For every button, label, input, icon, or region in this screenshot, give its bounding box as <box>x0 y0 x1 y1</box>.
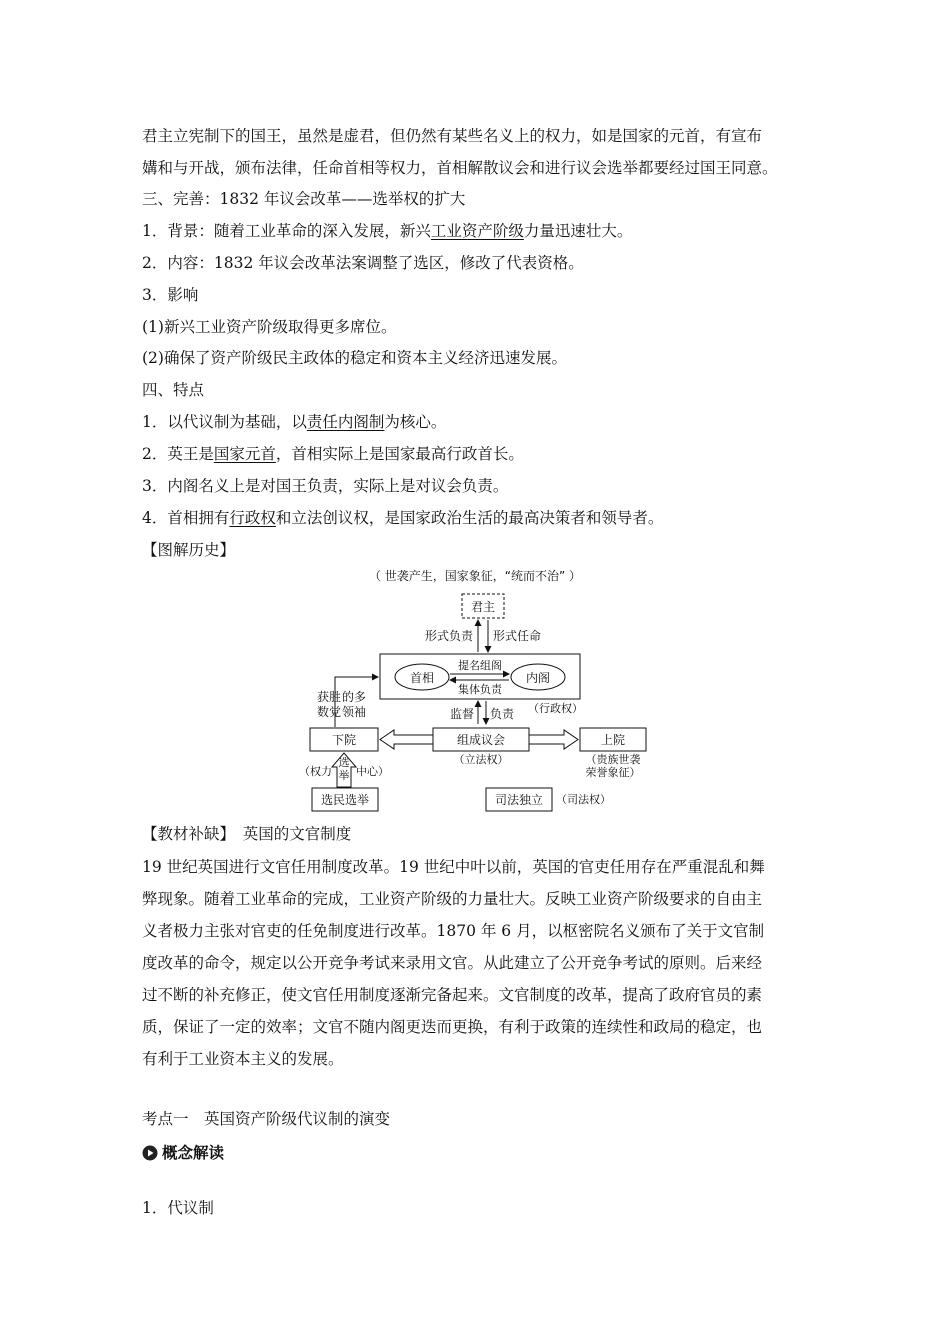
lower-house-label: 下院 <box>331 733 357 747</box>
section4-item-4: 4．首相拥有行政权和立法创议权，是国家政治生活的最高决策者和领导者。 <box>142 509 664 527</box>
underlined-term: 国家元首 <box>213 445 276 463</box>
section3-heading: 三、完善：1832 年议会改革——选举权的扩大 <box>142 190 466 208</box>
supplement-line-7: 有利于工业资本主义的发展。 <box>142 1050 344 1068</box>
exam-point-heading: 考点一 英国资产阶级代议制的演变 <box>142 1110 391 1128</box>
play-circle-icon <box>142 1145 158 1161</box>
arrow-to-upper-house <box>529 730 578 749</box>
judicial-power-label: （司法权） <box>556 793 611 806</box>
elect-label-1: 选 <box>338 756 350 769</box>
diagram-heading: 【图解历史】 <box>142 541 236 559</box>
responsible-label: 负责 <box>490 707 515 721</box>
arrow-to-lower-house <box>380 730 433 749</box>
supervise-label: 监督 <box>449 707 474 721</box>
underlined-term: 责任内阁制 <box>306 413 385 431</box>
monarch-label: 君主 <box>470 600 496 614</box>
parliament-label: 组成议会 <box>456 733 506 747</box>
exec-power-label: （行政权） <box>528 702 583 715</box>
section4-item-1: 1．以代议制为基础，以责任内阁制为核心。 <box>142 413 447 431</box>
underlined-term: 行政权 <box>229 509 276 527</box>
section4-item-2: 2．英王是国家元首，首相实际上是国家最高行政首长。 <box>142 445 524 463</box>
winning-label-2: 数党 <box>317 705 342 719</box>
final-item: 1．代议制 <box>142 1199 214 1217</box>
supplement-line-6: 质，保证了一定的效率；文官不随内阁更迭而更换，有利于政策的连续性和政局的稳定，也 <box>142 1018 763 1036</box>
concept-reading-text: 概念解读 <box>162 1144 225 1162</box>
section3-item-2: 2．内容：1832 年议会改革法案调整了选区，修改了代表资格。 <box>142 254 584 272</box>
power-center-left: （权力 <box>299 765 332 778</box>
supplement-line-5: 过不断的补充修正，使文官任用制度逐渐完备起来。文官制度的改革，提高了政府官员的素 <box>142 986 763 1004</box>
underlined-term: 工业资产阶级 <box>430 222 524 240</box>
power-center-right: 中心） <box>356 765 389 778</box>
winning-label-1: 获胜 <box>317 690 342 704</box>
formal-appointment-label: 形式任命 <box>493 629 542 643</box>
voters-label: 选民选举 <box>320 793 370 807</box>
formal-responsibility-label: 形式负责 <box>424 629 473 643</box>
section3-item-3: 3．影响 <box>142 286 199 304</box>
section3-sub-2: (2)确保了资产阶级民主政体的稳定和资本主义经济迅速发展。 <box>142 349 567 367</box>
supplement-line-2: 弊现象。随着工业革命的完成，工业资产阶级的力量壮大。反映工业资产阶级要求的自由主 <box>142 890 763 908</box>
cabinet-label: 内阁 <box>525 671 551 685</box>
supplement-line-3: 义者极力主张对官吏的任免制度进行改革。1870 年 6 月，以枢密院名义颁布了关于文官制 <box>142 922 765 940</box>
collective-label: 集体负责 <box>458 683 502 696</box>
hereditary-label-1: （贵族世袭 <box>585 753 641 766</box>
section3-sub-1: (1)新兴工业资产阶级取得更多席位。 <box>142 318 397 336</box>
supplement-line-1: 19 世纪英国进行文官任用制度改革。19 世纪中叶以前，英国的官吏任用存在严重混乱和舞 <box>142 858 765 876</box>
section3-item-1: 1．背景：随着工业革命的深入发展，新兴工业资产阶级力量迅速壮大。 <box>142 222 633 240</box>
intro-line-1: 君主立宪制下的国王，虽然是虚君，但仍然有某些名义上的权力，如是国家的元首，有宣布 <box>142 127 763 145</box>
supplement-heading: 【教材补缺】 英国的文官制度 <box>142 825 352 843</box>
upper-house-label: 上院 <box>600 733 626 747</box>
nominate-label: 提名组阁 <box>458 659 502 672</box>
intro-line-2: 媾和与开战，颁布法律，任命首相等权力，首相解散议会和进行议会选举都要经过国王同意。 <box>142 159 778 177</box>
top-note: （ 世袭产生，国家象征，“统而不治” ） <box>368 569 582 583</box>
supplement-line-4: 度改革的命令，规定以公开竞争考试来录用文官。从此建立了公开竞争考试的原则。后来经 <box>142 954 763 972</box>
elect-label-2: 举 <box>338 769 350 782</box>
section4-item-3: 3．内阁名义上是对国王负责，实际上是对议会负责。 <box>142 477 509 495</box>
majority-label-2: 领袖 <box>342 705 367 719</box>
majority-label-1: 的多 <box>342 690 367 704</box>
hereditary-label-2: 荣誉象征） <box>585 766 641 779</box>
concept-reading-label <box>142 1143 224 1163</box>
legis-power-label: （立法权） <box>453 753 509 766</box>
section4-heading: 四、特点 <box>142 381 205 399</box>
government-structure-diagram <box>290 562 660 817</box>
judicial-label: 司法独立 <box>494 793 544 807</box>
pm-label: 首相 <box>409 671 435 685</box>
